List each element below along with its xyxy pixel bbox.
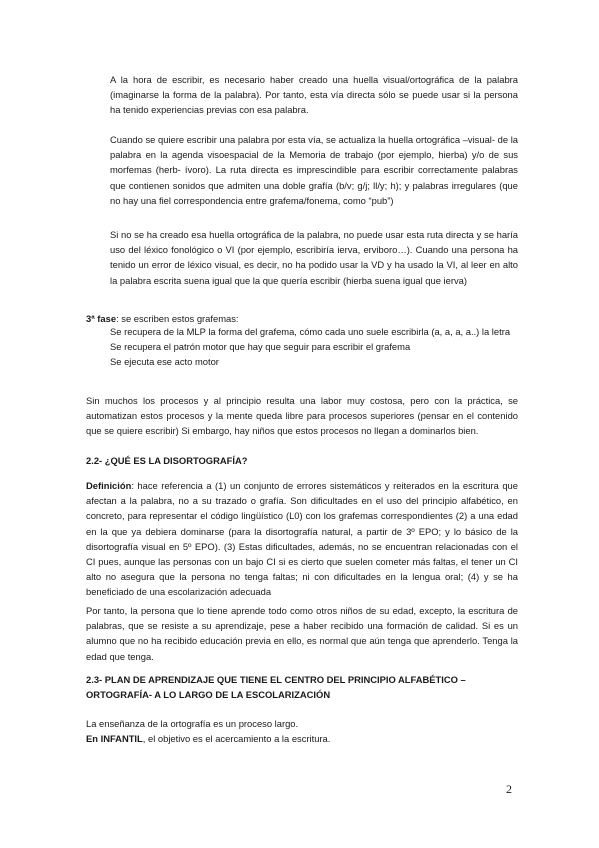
paragraph-huella-visual: A la hora de escribir, es necesario haber creado una huella visual/ortográfica de la palabra (imaginarse la forma de la palabra). Por tanto, esta vía directa sólo se puede usar si la persona ha tenido experiencias previas con esa palabra.: [110, 74, 518, 116]
paragraph-definicion: [86, 478, 518, 600]
fase-3-list: [110, 324, 515, 370]
fase-3-item: Se ejecuta ese acto motor: [110, 356, 219, 368]
paragraph-automatizacion: Sin muchos los procesos y al principio resulta una labor muy costosa, pero con la práctica, se automatizan estos procesos y la mente queda libre para procesos superiores (pensar en el contenido que se quiere escribir) Si embargo, hay niños que estos procesos no llegan a dominarlos bien.: [86, 395, 518, 437]
infantil-text: , el objetivo es el acercamiento a la escritura.: [142, 733, 331, 744]
paragraph-lexico-fonologico: Si no se ha creado esa huella ortográfica de la palabra, no puede usar esta ruta directa y se haría uso del léxico fonológico o VI (por ejemplo, escribiría ierva, erviboro…). Cuando una persona ha tenido un error de léxico visual, es decir, no ha podido usar la VD y ha usado la VI, al leer en alto la palabra escrita suena igual que la que quería escribir (hierba suena igual que ierva): [110, 229, 518, 286]
paragraph-infantil: [86, 731, 518, 746]
definicion-label: Definición: [86, 480, 132, 491]
fase-3-text: : se escriben estos grafemas:: [116, 313, 239, 324]
section-heading-plan-aprendizaje: 2.3- PLAN DE APRENDIZAJE QUE TIENE EL CENTRO DEL PRINCIPIO ALFABÉTICO – ORTOGRAFÍA- A LO LARGO DE LA ESCOLARIZACIÓN: [86, 674, 466, 701]
definicion-text: : hace referencia a (1) un conjunto de errores sistemáticos y reiterados en la escritura que afectan a la palabra, no a su trazado o grafía. Son dificultades en el uso del principio alfabético, en concreto, para representar el código lingüístico (L0) con los grafemas correspondientes (2) a una edad en la que ya debiera dominarse (para la disortografía natural, a partir de 3º EPO; y lo básico de la disortografía visual en 5º EPO). (3) Estas dificultades, además, no se encuentran relacionadas con el CI pues, aunque las personas con un bajo CI si es cierto que suelen cometer más faltas, el tener un CI alto no asegura que la persona no tenga faltas; ni con dificultades en la lengua oral; (4) y se ha beneficiado de una escolarización adecuada: [86, 480, 518, 598]
section-heading-disortografia: 2.2- ¿QUÉ ES LA DISORTOGRAFÍA?: [86, 455, 248, 466]
paragraph-ruta-directa: Cuando se quiere escribir una palabra por esta vía, se actualiza la huella ortográfica –visual- de la palabra en la agenda visoespacial de la Memoria de trabajo (por ejemplo, hierba) y/o de sus morfemas (herb- ívoro). La ruta directa es imprescindible para escribir correctamente palabras que contienen sonidos que admiten una doble grafía (b/v; g/j; ll/y; h); y palabras irregulares (que no hay una fiel correspondencia entre grafema/fonema, como “pub”): [110, 134, 518, 206]
fase-3-label: 3ª fase: [86, 313, 117, 324]
fase-3-item: Se recupera el patrón motor que hay que seguir para escribir el grafema: [110, 341, 411, 353]
fase-3-item: Se recupera de la MLP la forma del grafema, cómo cada uno suele escribirla (a, a, a, a..) la letra: [110, 326, 511, 337]
infantil-label: En INFANTIL: [86, 733, 143, 744]
page-number: 2: [506, 782, 512, 796]
paragraph-proceso-largo: La enseñanza de la ortografía es un proceso largo.: [86, 718, 299, 729]
paragraph-por-tanto: Por tanto, la persona que lo tiene aprende todo como otros niños de su edad, excepto, la escritura de palabras, que se resiste a su aprendizaje, pese a haber recibido una formación de calidad. Si es un alumno que no ha recibido educación previa en ello, es normal que aún tenga que aprenderlo. Tenga la edad que tenga.: [86, 605, 518, 662]
